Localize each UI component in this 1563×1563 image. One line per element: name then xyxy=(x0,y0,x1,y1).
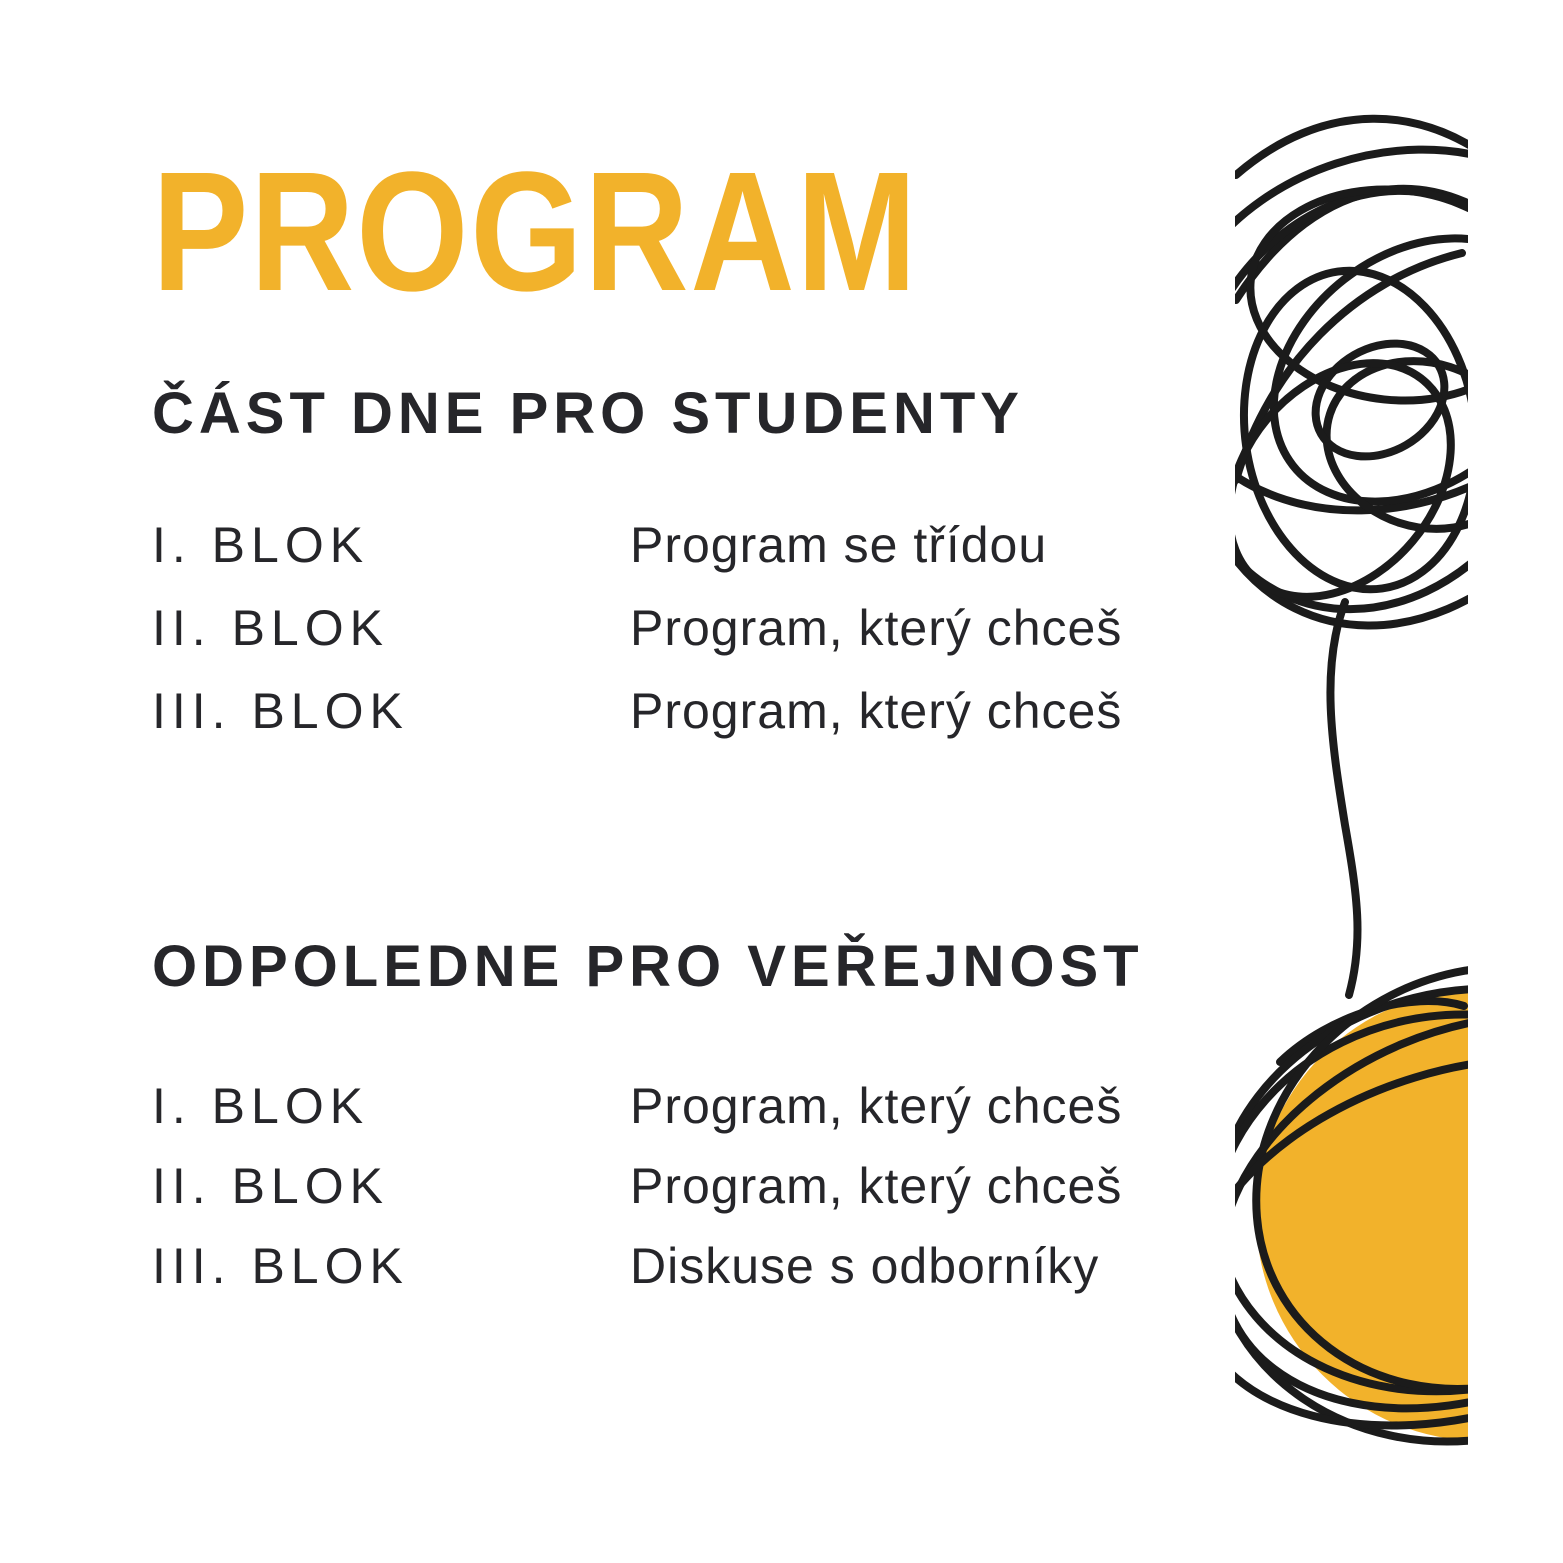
schedule-row xyxy=(152,503,1203,586)
section-heading-students: ČÁST DNE PRO STUDENTY xyxy=(152,381,1024,446)
block-label: I. BLOK xyxy=(152,1078,370,1134)
yellow-circle-icon xyxy=(1256,989,1563,1441)
block-value: Diskuse s odborníky xyxy=(630,1238,1100,1294)
block-label: III. BLOK xyxy=(152,1238,409,1294)
page-title: PROGRAM xyxy=(152,137,919,327)
block-value: Program, který chceš xyxy=(630,1078,1123,1134)
block-value: Program, který chceš xyxy=(630,682,1123,739)
schedule-row xyxy=(152,1226,1203,1306)
block-value: Program, který chceš xyxy=(630,599,1123,656)
block-label: II. BLOK xyxy=(152,1158,389,1214)
block-value: Program se třídou xyxy=(630,516,1048,573)
coil-scribble-icon xyxy=(1149,887,1563,1488)
thread-line-icon xyxy=(1330,602,1357,995)
schedule-row xyxy=(152,1066,1203,1146)
schedule-row xyxy=(152,586,1203,669)
schedule-row xyxy=(152,1146,1203,1226)
block-label: I. BLOK xyxy=(152,516,370,573)
block-value: Program, který chceš xyxy=(630,1158,1123,1214)
schedule-row xyxy=(152,669,1203,752)
section-heading-public: ODPOLEDNE PRO VEŘEJNOST xyxy=(152,934,1144,999)
schedule-public xyxy=(152,1066,1203,1306)
block-label: III. BLOK xyxy=(152,682,409,739)
schedule-students xyxy=(152,503,1203,752)
block-label: II. BLOK xyxy=(152,599,389,656)
